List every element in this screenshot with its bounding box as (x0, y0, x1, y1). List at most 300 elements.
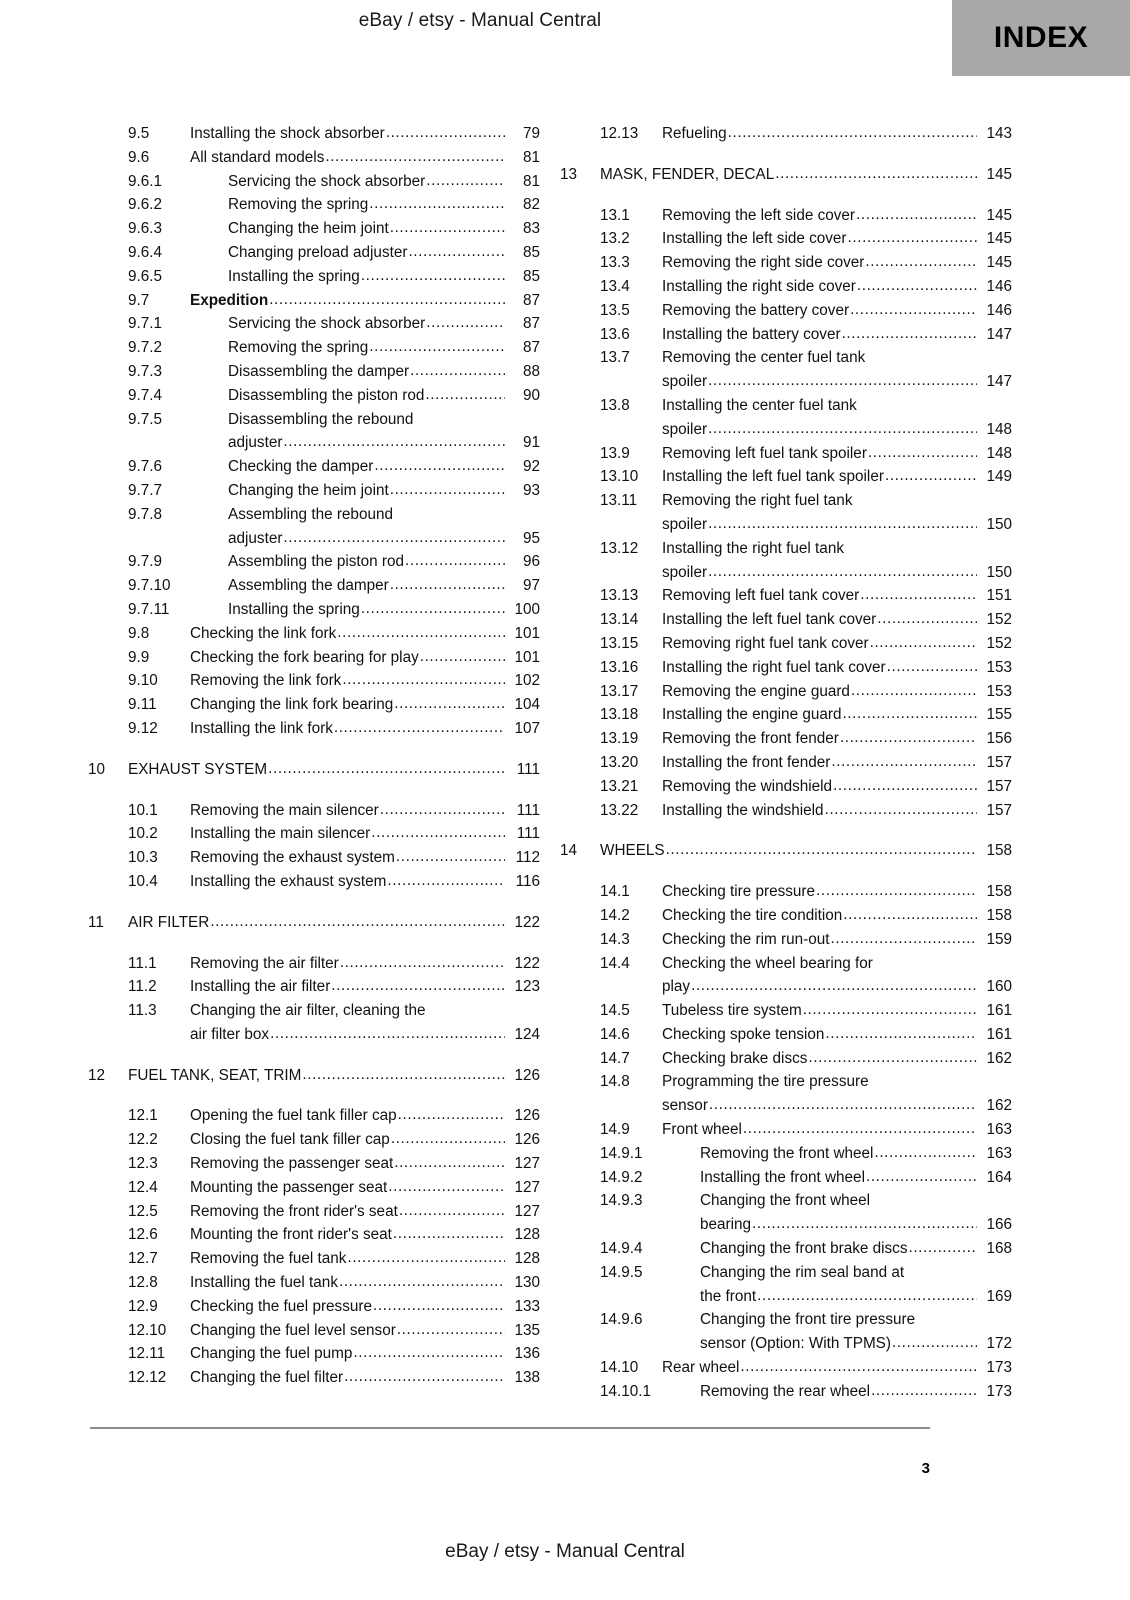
toc-entry-page: 173 (986, 1382, 1012, 1400)
toc-entry-page: 88 (522, 362, 540, 380)
toc-entry[interactable] (560, 1356, 1012, 1380)
toc-entry-title: Removing the left side cover (662, 206, 856, 224)
toc-entry-title-block (662, 928, 1012, 952)
toc-entry-number: 9.9 (128, 648, 150, 666)
toc-entry[interactable] (88, 550, 540, 574)
toc-entry[interactable] (560, 775, 1012, 799)
toc-leader-dots (393, 1222, 505, 1246)
toc-entry-title-block (662, 751, 1012, 775)
toc-entry[interactable] (88, 598, 540, 622)
toc-leader-dots (833, 774, 977, 798)
toc-entry[interactable] (88, 455, 540, 479)
toc-leader-dots (380, 798, 505, 822)
toc-entry-page: 152 (986, 634, 1012, 652)
toc-leader-dots (870, 631, 977, 655)
toc-entry-page: 157 (986, 753, 1012, 771)
toc-entry-page: 158 (986, 883, 1012, 901)
toc-entry-title: Installing the right fuel tank cover (662, 658, 886, 676)
toc-entry[interactable] (88, 360, 540, 384)
toc-entry-page: 82 (522, 196, 540, 214)
toc-entry[interactable] (560, 1261, 1012, 1309)
toc-entry-page: 126 (514, 1131, 540, 1149)
toc-entry-title-block (662, 1047, 1012, 1071)
toc-entry-page: 147 (986, 325, 1012, 343)
toc-entry-title: Installing the main silencer (190, 825, 371, 843)
toc-entry-page: 81 (522, 172, 540, 190)
toc-entry-title: Removing the air filter (190, 954, 339, 972)
toc-entry[interactable] (560, 1142, 1012, 1166)
toc-entry-title-block (190, 1342, 540, 1366)
toc-leader-dots (386, 121, 505, 145)
toc-entry[interactable] (88, 822, 540, 846)
toc-entry[interactable] (560, 122, 1012, 146)
toc-entry-page: 145 (986, 230, 1012, 248)
toc-entry-title-block (190, 799, 540, 823)
toc-entry[interactable] (560, 1308, 1012, 1356)
toc-entry-title: Removing the right side cover (662, 254, 865, 272)
toc-leader-dots (373, 1294, 505, 1318)
toc-entry[interactable] (560, 275, 1012, 299)
toc-entry[interactable] (88, 758, 540, 782)
toc-entry-title: Changing the fuel level sensor (190, 1321, 396, 1339)
toc-entry-title: Removing the fuel tank (190, 1250, 347, 1268)
toc-entry-page: 126 (514, 1107, 540, 1125)
toc-entry[interactable] (88, 693, 540, 717)
toc-entry[interactable] (560, 1380, 1012, 1404)
toc-entry-number: 13.5 (600, 301, 630, 319)
toc-entry-title: Changing the fuel filter (190, 1369, 344, 1387)
toc-entry-number: 9.7.10 (128, 577, 171, 595)
toc-entry-page: 152 (986, 611, 1012, 629)
toc-entry[interactable] (560, 751, 1012, 775)
toc-entry-number: 9.7.4 (128, 386, 163, 404)
toc-entry-page: 83 (522, 220, 540, 238)
toc-entry[interactable] (560, 904, 1012, 928)
toc-entry-number: 9.7 (128, 291, 150, 309)
toc-entry-title: Front wheel (662, 1121, 742, 1139)
toc-entry-page: 112 (515, 849, 540, 867)
toc-entry[interactable] (560, 880, 1012, 904)
toc-entry-page: 124 (514, 1025, 540, 1043)
toc-entry[interactable] (88, 241, 540, 265)
toc-entry-number: 13.21 (600, 777, 639, 795)
toc-entry-number: 10.3 (128, 849, 158, 867)
toc-entry[interactable] (560, 323, 1012, 347)
toc-entry-title: Servicing the shock absorber (228, 172, 426, 190)
toc-entry-page: 158 (986, 842, 1012, 860)
toc-entry-page: 85 (522, 267, 540, 285)
toc-entry-number: 9.6.3 (128, 220, 163, 238)
toc-entry-title-block (190, 146, 540, 170)
toc-entry-number: 9.5 (128, 125, 150, 142)
toc-leader-dots (269, 288, 505, 312)
toc-entry-title-block (662, 952, 1012, 1000)
toc-entry-title: Installing the shock absorber (190, 125, 385, 142)
toc-entry[interactable] (560, 608, 1012, 632)
toc-entry-page: 102 (514, 672, 540, 690)
toc-entry[interactable] (88, 122, 540, 146)
toc-entry-title-block (190, 289, 540, 313)
toc-leader-dots (353, 1341, 505, 1365)
toc-entry[interactable] (88, 289, 540, 313)
toc-entry-number: 10 (88, 760, 106, 778)
toc-leader-dots (396, 845, 505, 869)
toc-entry-title-block (662, 1023, 1012, 1047)
toc-entry-title: Assembling the damper (228, 577, 389, 595)
toc-entry-number: 12.12 (128, 1369, 167, 1387)
toc-leader-dots (399, 1199, 505, 1223)
toc-entry-title: Programming the tire pressure (662, 1073, 869, 1091)
toc-leader-dots (856, 203, 977, 227)
toc-leader-dots (840, 726, 977, 750)
toc-entry-page: 172 (986, 1335, 1012, 1353)
toc-entry-title-block (190, 170, 540, 194)
toc-entry[interactable] (560, 799, 1012, 823)
toc-entry-page: 126 (514, 1066, 540, 1084)
toc-leader-dots (743, 1117, 977, 1141)
toc-entry-title: Installing the windshield (662, 801, 824, 819)
toc-entry-title-block (190, 952, 540, 976)
toc-entry-page: 79 (522, 125, 540, 142)
toc-leader-dots (865, 250, 977, 274)
toc-entry[interactable] (88, 1152, 540, 1176)
toc-entry-page: 92 (522, 458, 540, 476)
toc-entry-page: 101 (514, 624, 540, 642)
toc-leader-dots (337, 621, 505, 645)
toc-entry[interactable] (88, 717, 540, 741)
toc-entry-title: Installing the right side cover (662, 277, 856, 295)
toc-entry-title-continued: adjuster (228, 434, 283, 452)
toc-entry-page: 90 (522, 386, 540, 404)
toc-entry[interactable] (560, 163, 1012, 187)
toc-entry-number: 12.13 (600, 125, 639, 142)
toc-entry-title: All standard models (190, 148, 325, 166)
toc-entry[interactable] (560, 928, 1012, 952)
toc-entry[interactable] (560, 346, 1012, 394)
toc-entry-title-block (190, 669, 540, 693)
toc-entry-title: Installing the air filter (190, 978, 331, 996)
toc-entry[interactable] (560, 1023, 1012, 1047)
toc-entry-number: 13.11 (600, 492, 638, 510)
toc-entry-title-continued: air filter box (190, 1025, 270, 1043)
toc-entry-page: 150 (986, 563, 1012, 581)
toc-entry-number: 13.8 (600, 396, 630, 414)
toc-leader-dots (405, 549, 505, 573)
toc-entry[interactable] (560, 227, 1012, 251)
toc-entry[interactable] (560, 1189, 1012, 1237)
toc-entry-number: 12.11 (128, 1345, 166, 1363)
toc-entry-number: 13.20 (600, 753, 639, 771)
toc-entry[interactable] (88, 1128, 540, 1152)
toc-leader-dots (850, 298, 977, 322)
toc-entry-title: Checking the fuel pressure (190, 1297, 372, 1315)
toc-leader-dots (270, 1022, 505, 1046)
toc-entry[interactable] (560, 1118, 1012, 1142)
toc-entry[interactable] (88, 170, 540, 194)
toc-entry[interactable] (88, 975, 540, 999)
toc-entry[interactable] (88, 384, 540, 408)
toc-entry[interactable] (560, 952, 1012, 1000)
toc-leader-dots (666, 838, 977, 862)
toc-entry-title: Changing the front tire pressure (700, 1311, 916, 1329)
toc-entry-page: 157 (986, 777, 1012, 795)
toc-leader-dots (708, 369, 977, 393)
toc-entry-title: Installing the fuel tank (190, 1274, 338, 1292)
toc-entry-title-block (190, 1295, 540, 1319)
toc-leader-dots (210, 910, 505, 934)
toc-entry-title-block (190, 693, 540, 717)
toc-entry[interactable] (560, 1166, 1012, 1190)
toc-leader-dots (268, 757, 505, 781)
toc-leader-dots (860, 583, 977, 607)
toc-leader-dots (708, 560, 977, 584)
toc-entry-number: 9.6.4 (128, 243, 163, 261)
toc-entry-title-block (662, 727, 1012, 751)
toc-entry-number: 10.1 (128, 801, 158, 819)
toc-entry[interactable] (88, 1319, 540, 1343)
toc-entry-number: 11.3 (128, 1002, 157, 1020)
toc-entry[interactable] (88, 408, 540, 456)
toc-entry-title: Checking spoke tension (662, 1025, 825, 1043)
toc-entry-title: Removing the front fender (662, 730, 839, 748)
toc-entry[interactable] (88, 1104, 540, 1128)
toc-column-right (560, 122, 1012, 1404)
toc-entry-title-block (190, 1319, 540, 1343)
toc-entry-title-block (662, 999, 1012, 1023)
toc-leader-dots (408, 240, 505, 264)
toc-entry[interactable] (560, 1047, 1012, 1071)
toc-entry-number: 12.2 (128, 1131, 158, 1149)
toc-entry[interactable] (88, 870, 540, 894)
toc-entry[interactable] (560, 584, 1012, 608)
toc-entry-page: 97 (522, 577, 540, 595)
toc-entry-number: 12.6 (128, 1226, 158, 1244)
toc-entry[interactable] (88, 1247, 540, 1271)
toc-entry[interactable] (560, 703, 1012, 727)
toc-column-left (88, 122, 540, 1404)
toc-leader-dots (740, 1355, 977, 1379)
toc-entry-number: 10.4 (128, 872, 158, 890)
toc-entry-page: 135 (514, 1321, 540, 1339)
toc-entry-title-block (190, 336, 540, 360)
toc-entry[interactable] (88, 622, 540, 646)
toc-leader-dots (426, 311, 505, 335)
toc-entry-page: 164 (986, 1168, 1012, 1186)
toc-leader-dots (420, 645, 505, 669)
toc-entry-title: Removing the center fuel tank (662, 349, 866, 367)
toc-entry[interactable] (88, 646, 540, 670)
toc-entry-title-block (662, 489, 1012, 537)
toc-leader-dots (334, 716, 505, 740)
toc-entry-title: Disassembling the rebound (228, 410, 414, 428)
toc-entry-title: Removing the spring (228, 196, 369, 214)
toc-entry-number: 9.6.1 (128, 172, 163, 190)
toc-leader-dots (325, 145, 505, 169)
toc-entry-title: Installing the exhaust system (190, 872, 387, 890)
toc-entry-number: 12.5 (128, 1202, 158, 1220)
toc-leader-dots (816, 879, 977, 903)
toc-entry-title-block (190, 846, 540, 870)
toc-entry-number: 13.7 (600, 349, 630, 367)
toc-entry-title-block (662, 1261, 1012, 1309)
toc-entry[interactable] (560, 999, 1012, 1023)
toc-entry-page: 127 (514, 1178, 540, 1196)
toc-entry-title-continued: spoiler (662, 515, 708, 533)
toc-entry-title: Expedition (190, 291, 269, 309)
toc-entry-page: 130 (514, 1274, 540, 1292)
toc-entry-title: Installing the spring (228, 600, 360, 618)
toc-entry-title-continued: adjuster (228, 529, 283, 547)
toc-entry-number: 14.7 (600, 1049, 630, 1067)
toc-entry-title: Installing the left side cover (662, 230, 847, 248)
toc-leader-dots (410, 359, 505, 383)
toc-entry-title: Installing the right fuel tank (662, 539, 844, 557)
toc-entry-number: 13.3 (600, 254, 630, 272)
header-brand-title: eBay / etsy - Manual Central (358, 10, 602, 31)
toc-entry-title-block (662, 204, 1012, 228)
toc-leader-dots (340, 951, 505, 975)
toc-entry-number: 13.4 (600, 277, 630, 295)
toc-entry[interactable] (88, 479, 540, 503)
toc-entry-title-continued: spoiler (662, 420, 708, 438)
toc-leader-dots (342, 668, 505, 692)
toc-entry-title-block (662, 656, 1012, 680)
toc-entry[interactable] (560, 465, 1012, 489)
toc-entry[interactable] (88, 952, 540, 976)
toc-entry-page: 146 (986, 277, 1012, 295)
toc-entry-title-block (190, 1152, 540, 1176)
toc-entry-number: 12.9 (128, 1297, 158, 1315)
toc-entry[interactable] (560, 680, 1012, 704)
toc-entry-title: AIR FILTER (128, 913, 210, 931)
toc-entry[interactable] (88, 1200, 540, 1224)
toc-leader-dots (892, 1331, 977, 1355)
toc-entry-title-block (662, 584, 1012, 608)
toc-entry-title-block (128, 911, 540, 935)
toc-entry-number: 13.6 (600, 325, 630, 343)
toc-entry-title-block (662, 1237, 1012, 1261)
toc-entry-title-block (190, 1176, 540, 1200)
toc-entry[interactable] (88, 846, 540, 870)
toc-entry[interactable] (88, 1271, 540, 1295)
toc-entry-title-block (662, 703, 1012, 727)
toc-entry[interactable] (560, 1070, 1012, 1118)
toc-entry-title: Checking the damper (228, 458, 374, 476)
toc-entry[interactable] (560, 727, 1012, 751)
toc-leader-dots (339, 1270, 505, 1294)
toc-leader-dots (331, 974, 505, 998)
toc-entry[interactable] (88, 911, 540, 935)
toc-entry-number: 13.15 (600, 634, 639, 652)
toc-entry[interactable] (88, 1295, 540, 1319)
toc-entry[interactable] (88, 193, 540, 217)
toc-entry[interactable] (88, 1366, 540, 1390)
toc-leader-dots (344, 1365, 505, 1389)
toc-entry[interactable] (560, 299, 1012, 323)
toc-entry[interactable] (560, 204, 1012, 228)
toc-entry-title-block (190, 122, 540, 146)
toc-entry[interactable] (88, 1176, 540, 1200)
toc-entry-title: Tubeless tire system (662, 1002, 802, 1020)
toc-entry[interactable] (560, 537, 1012, 585)
toc-entry[interactable] (88, 217, 540, 241)
toc-leader-dots (347, 1246, 505, 1270)
toc-entry-title: Checking the link fork (190, 624, 337, 642)
toc-entry-title: WHEELS (600, 842, 665, 860)
toc-entry-title: Checking the rim run-out (662, 930, 830, 948)
toc-entry-page: 148 (986, 444, 1012, 462)
toc-entry-number: 14.9.4 (600, 1240, 643, 1258)
page-header (0, 0, 1130, 76)
toc-entry-number: 13.18 (600, 706, 639, 724)
toc-leader-dots (302, 1063, 505, 1087)
toc-leader-dots (887, 655, 977, 679)
toc-entry-number: 11.2 (128, 978, 157, 996)
toc-entry[interactable] (88, 1342, 540, 1366)
toc-entry[interactable] (560, 656, 1012, 680)
toc-entry[interactable] (560, 442, 1012, 466)
toc-entry[interactable] (88, 146, 540, 170)
toc-entry[interactable] (560, 1237, 1012, 1261)
toc-entry[interactable] (560, 489, 1012, 537)
index-tab-label: INDEX (993, 21, 1089, 54)
toc-entry-page: 161 (986, 1002, 1012, 1020)
toc-entry[interactable] (560, 632, 1012, 656)
toc-entry[interactable] (88, 336, 540, 360)
toc-entry[interactable] (88, 999, 540, 1047)
toc-entry-page: 155 (986, 706, 1012, 724)
toc-entry[interactable] (560, 839, 1012, 863)
toc-entry-title: Removing the engine guard (662, 682, 850, 700)
toc-entry-page: 149 (986, 468, 1012, 486)
toc-entry[interactable] (88, 1223, 540, 1247)
toc-leader-dots (728, 121, 977, 145)
toc-entry-title: Removing the passenger seat (190, 1155, 394, 1173)
toc-entry-title: Servicing the shock absorber (228, 315, 426, 333)
toc-entry[interactable] (88, 1064, 540, 1088)
toc-entry-page: 81 (522, 148, 540, 166)
toc-leader-dots (885, 464, 977, 488)
toc-entry-title: Rear wheel (662, 1359, 740, 1377)
toc-entry-title: Changing the front brake discs (700, 1240, 908, 1258)
footer-page-number: 3 (921, 1460, 930, 1477)
toc-entry[interactable] (88, 574, 540, 598)
toc-entry[interactable] (88, 669, 540, 693)
toc-entry[interactable] (88, 312, 540, 336)
toc-entry-title-block (190, 975, 540, 999)
toc-entry[interactable] (88, 799, 540, 823)
toc-entry-number: 14.9.5 (600, 1263, 643, 1281)
toc-leader-dots (908, 1236, 977, 1260)
toc-entry[interactable] (88, 503, 540, 551)
toc-entry-number: 9.6 (128, 148, 150, 166)
toc-entry-title: Installing the battery cover (662, 325, 841, 343)
toc-entry-title-block (190, 550, 540, 574)
toc-entry[interactable] (560, 394, 1012, 442)
toc-entry-title-block (662, 122, 1012, 146)
toc-entry-title: Removing the main silencer (190, 801, 379, 819)
toc-entry[interactable] (560, 251, 1012, 275)
toc-entry-number: 12.10 (128, 1321, 167, 1339)
toc-leader-dots (752, 1212, 977, 1236)
toc-entry-number: 14 (560, 842, 578, 860)
toc-entry-page: 145 (986, 254, 1012, 272)
toc-entry-number: 12.8 (128, 1274, 158, 1292)
toc-entry-page: 147 (986, 373, 1012, 391)
toc-entry[interactable] (88, 265, 540, 289)
toc-entry-title: FUEL TANK, SEAT, TRIM (128, 1066, 302, 1084)
toc-entry-number: 9.7.9 (128, 553, 163, 571)
